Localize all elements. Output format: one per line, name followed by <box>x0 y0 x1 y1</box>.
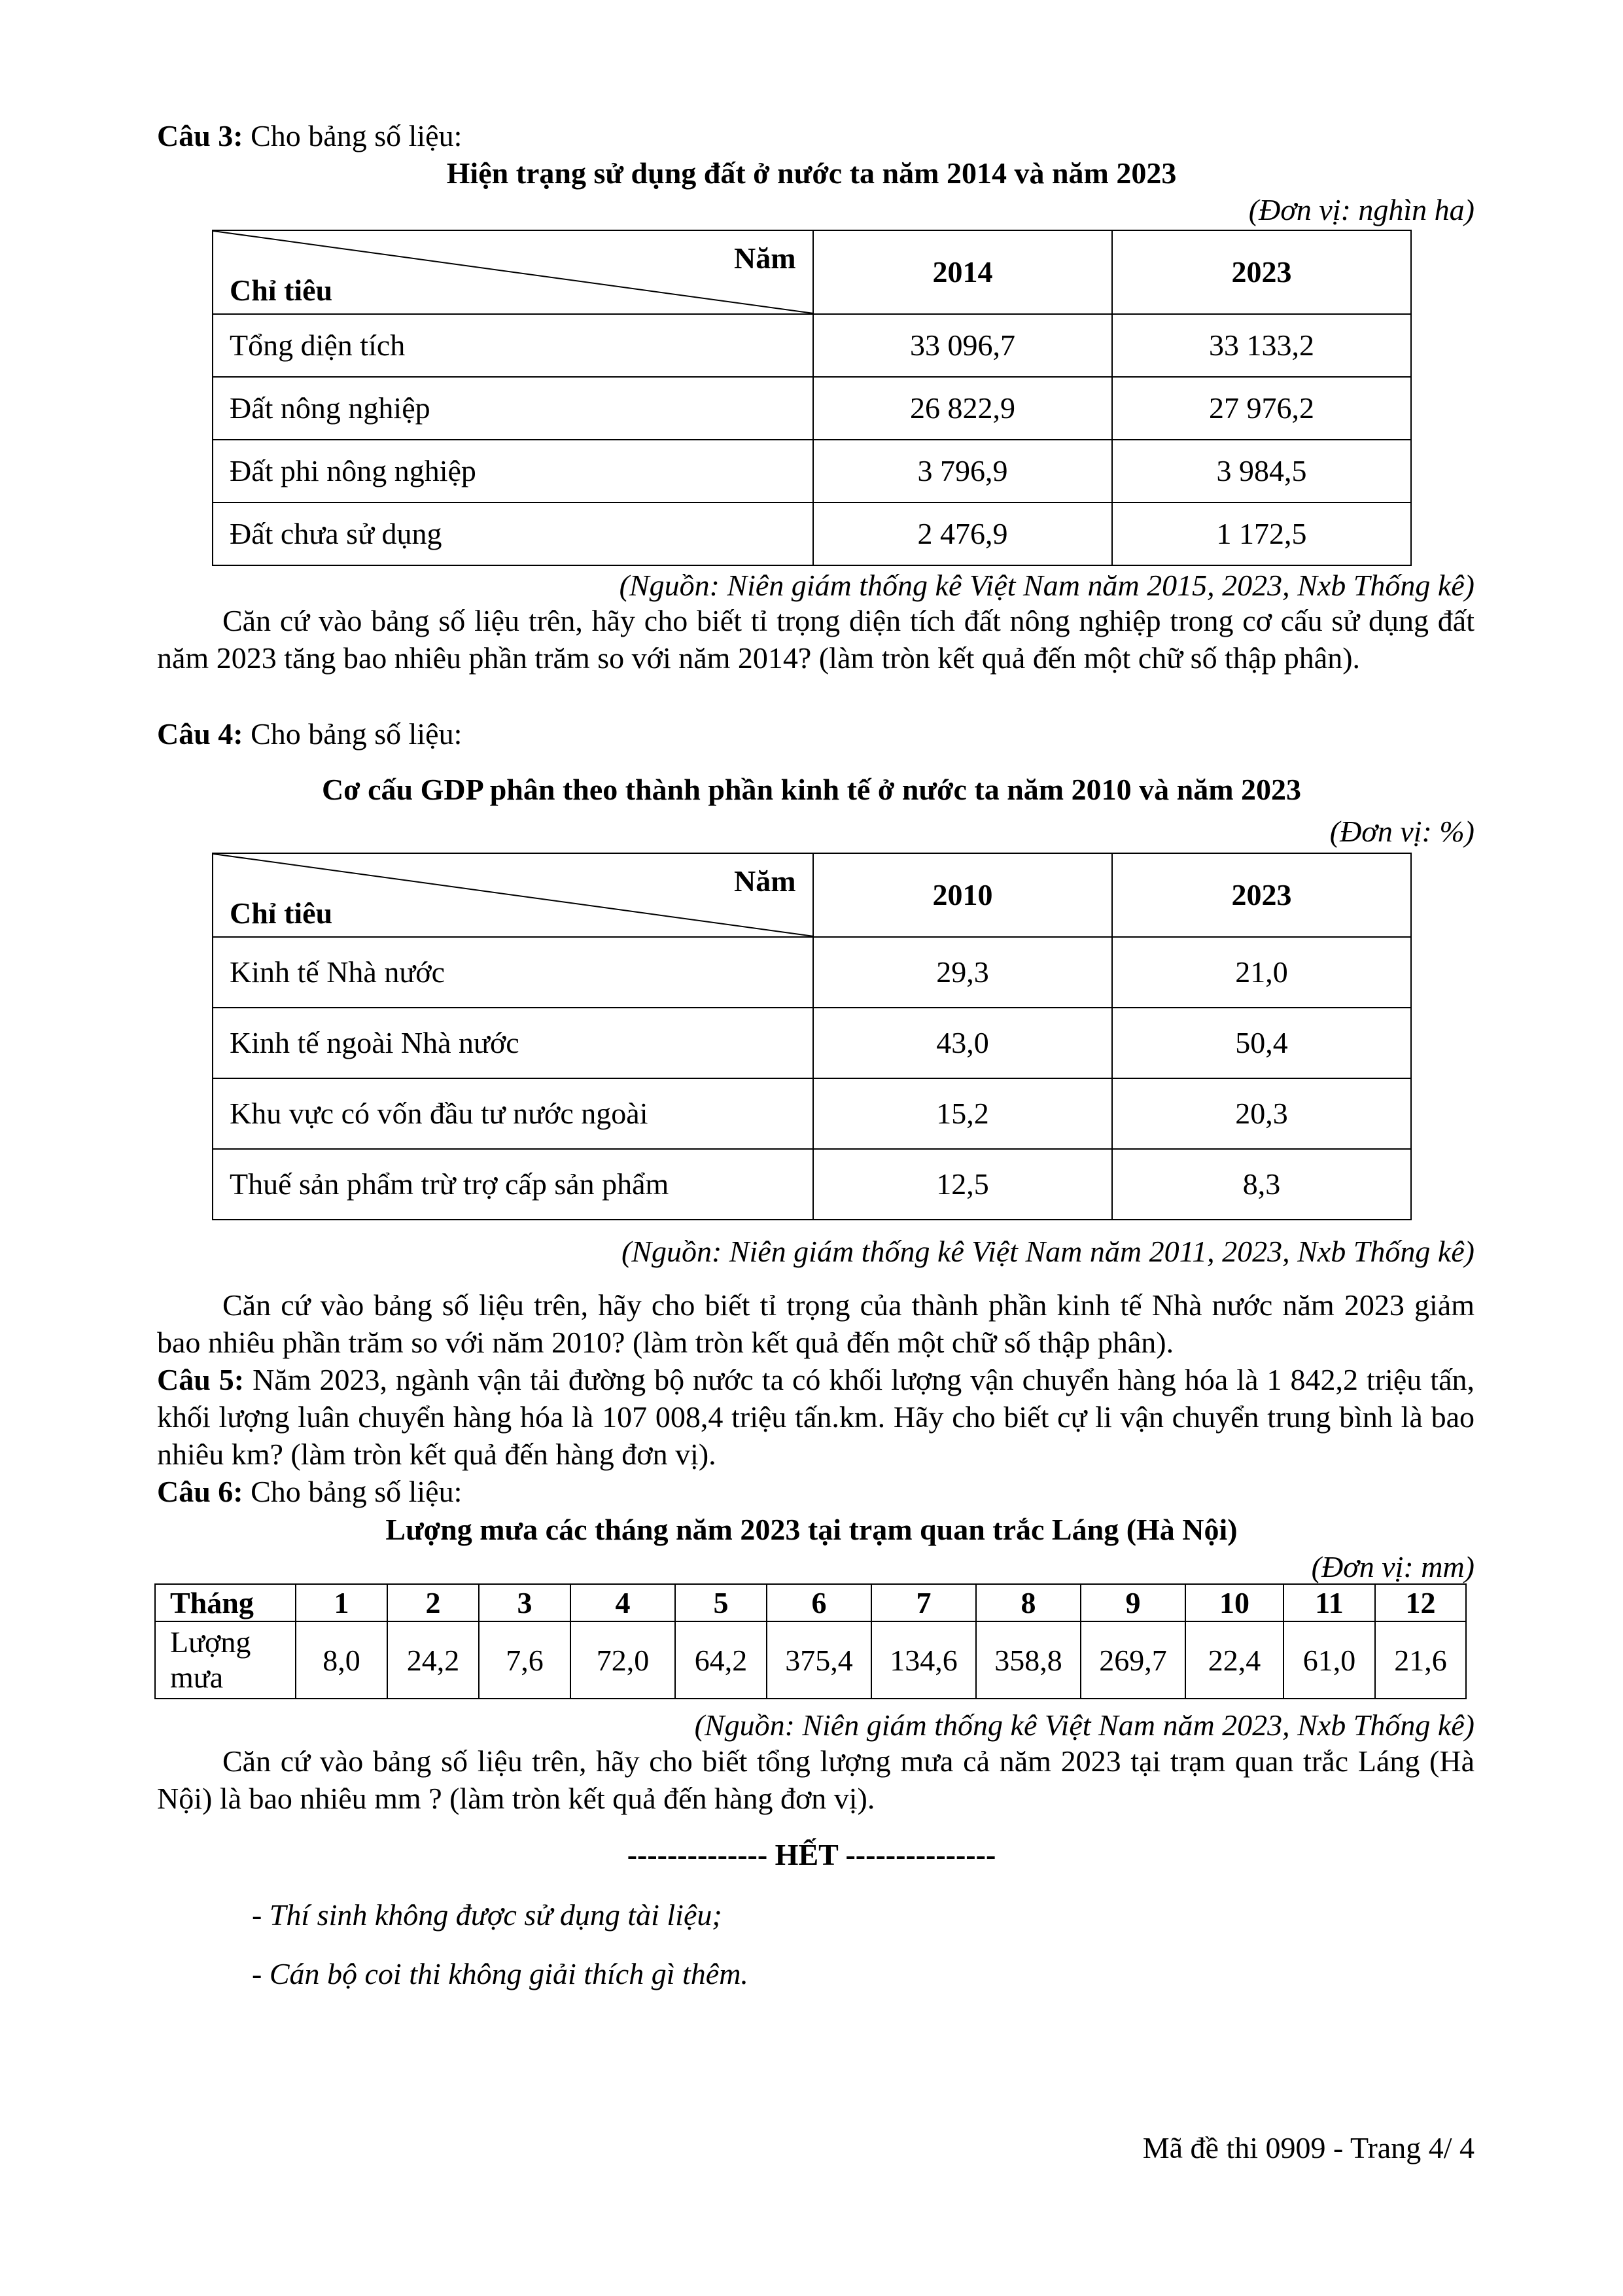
q4-row-label: Kinh tế Nhà nước <box>213 937 813 1008</box>
page-footer: Mã đề thi 0909 - Trang 4/ 4 <box>1142 2131 1475 2164</box>
q3-row-label: Đất phi nông nghiệp <box>213 440 813 503</box>
q3-row-value-1: 3 796,9 <box>813 440 1112 503</box>
q6-rain-table <box>154 1583 1467 1699</box>
q3-question <box>157 602 1475 677</box>
q6-question-text: Căn cứ vào bảng số liệu trên, hãy cho biết tổng lượng mưa cả năm 2023 tại trạm quan trắc Láng (Hà Nội) là bao nhiêu mm ? (làm tròn kết quả đến hàng đơn vị). <box>157 1744 1475 1815</box>
q6-unit: (Đơn vị: mm) <box>1311 1550 1475 1583</box>
q6-month-cell: 4 <box>570 1584 675 1621</box>
q6-rain-cell: 24,2 <box>387 1621 479 1699</box>
table-row <box>213 503 1411 565</box>
q4-row-label: Kinh tế ngoài Nhà nước <box>213 1008 813 1078</box>
q3-row-value-2: 33 133,2 <box>1112 314 1411 377</box>
q5-label: Câu 5: <box>157 1363 245 1396</box>
q6-question <box>157 1742 1475 1817</box>
q6-source: (Nguồn: Niên giám thống kê Việt Nam năm 2023, Nxb Thống kê) <box>694 1708 1475 1742</box>
q4-row-value-2: 21,0 <box>1112 937 1411 1008</box>
q3-row-value-2: 3 984,5 <box>1112 440 1411 503</box>
q6-month-cell: 10 <box>1185 1584 1283 1621</box>
q6-month-cell: 1 <box>296 1584 387 1621</box>
q6-month-cell: 6 <box>767 1584 871 1621</box>
table-row <box>213 1008 1411 1078</box>
q3-question-text: Căn cứ vào bảng số liệu trên, hãy cho biết tỉ trọng diện tích đất nông nghiệp trong cơ cấu sử dụng đất năm 2023 tăng bao nhiêu phần trăm so với năm 2014? (làm tròn kết quả đến một chữ số thập phân). <box>157 604 1475 675</box>
q4-row-value-1: 29,3 <box>813 937 1112 1008</box>
q4-row-label: Khu vực có vốn đầu tư nước ngoài <box>213 1078 813 1149</box>
q3-table-title: Hiện trạng sử dụng đất ở nước ta năm 2014 và năm 2023 <box>446 156 1177 190</box>
q3-source: (Nguồn: Niên giám thống kê Việt Nam năm 2015, 2023, Nxb Thống kê) <box>619 569 1475 602</box>
q6-month-cell: 12 <box>1375 1584 1466 1621</box>
q3-row-value-1: 2 476,9 <box>813 503 1112 565</box>
q3-header-year-label: Năm <box>734 241 796 275</box>
q6-rain-cell: 61,0 <box>1283 1621 1375 1699</box>
q4-table-title: Cơ cấu GDP phân theo thành phần kinh tế ở nước ta năm 2010 và năm 2023 <box>321 773 1302 806</box>
q6-rain-label-line-2: mưa <box>170 1661 224 1695</box>
q4-table <box>212 853 1412 1220</box>
q6-month-cell: 5 <box>675 1584 767 1621</box>
q4-intro: Cho bảng số liệu: <box>243 717 462 751</box>
q4-question <box>157 1286 1475 1361</box>
q6-rain-cell: 134,6 <box>871 1621 976 1699</box>
q3-row-label: Đất nông nghiệp <box>213 377 813 440</box>
q4-row-value-2: 8,3 <box>1112 1149 1411 1220</box>
q6-month-cell: 2 <box>387 1584 479 1621</box>
q6-rain-row <box>155 1621 1466 1699</box>
q3-header-row <box>213 230 1411 314</box>
q4-question-text: Căn cứ vào bảng số liệu trên, hãy cho biết tỉ trọng của thành phần kinh tế Nhà nước năm 2023 giảm bao nhiêu phần trăm so với năm 2010? (làm tròn kết quả đến một chữ số thập phân). <box>157 1288 1475 1359</box>
q6-rain-cell: 64,2 <box>675 1621 767 1699</box>
q6-month-row <box>155 1584 1466 1621</box>
q4-diagonal-header-cell <box>213 853 813 937</box>
q6-month-cell: 7 <box>871 1584 976 1621</box>
end-marker: -------------- HẾT --------------- <box>627 1838 996 1871</box>
q3-label: Câu 3: <box>157 119 243 152</box>
q3-unit: (Đơn vị: nghìn ha) <box>1248 193 1475 226</box>
q4-header-year-2: 2023 <box>1112 853 1411 937</box>
q3-row-value-2: 27 976,2 <box>1112 377 1411 440</box>
q3-intro: Cho bảng số liệu: <box>243 119 462 152</box>
q5-text: Năm 2023, ngành vận tải đường bộ nước ta có khối lượng vận chuyển hàng hóa là 1 842,2 triệu tấn, khối lượng luân chuyển hàng hóa là 107 008,4 triệu tấn.km. Hãy cho biết cự li vận chuyển trung bình là bao nhiêu km? (làm tròn kết quả đến hàng đơn vị). <box>157 1363 1475 1471</box>
q3-row-value-1: 33 096,7 <box>813 314 1112 377</box>
table-row <box>213 937 1411 1008</box>
q4-unit: (Đơn vị: %) <box>1329 815 1475 848</box>
q3-heading <box>157 118 462 154</box>
q6-month-cell: 11 <box>1283 1584 1375 1621</box>
q3-header-year-2: 2023 <box>1112 230 1411 314</box>
q6-rain-cell: 8,0 <box>296 1621 387 1699</box>
q3-header-indicator-label: Chỉ tiêu <box>230 273 333 307</box>
q4-row-value-2: 50,4 <box>1112 1008 1411 1078</box>
note-line-1: - Thí sinh không được sử dụng tài liệu; <box>252 1898 722 1932</box>
q3-row-value-1: 26 822,9 <box>813 377 1112 440</box>
q3-row-value-2: 1 172,5 <box>1112 503 1411 565</box>
q6-rain-cell: 7,6 <box>479 1621 570 1699</box>
q4-header-indicator-label: Chỉ tiêu <box>230 896 333 930</box>
table-row <box>213 1149 1411 1220</box>
q6-heading <box>157 1474 462 1510</box>
table-row <box>213 314 1411 377</box>
q6-rain-cell: 375,4 <box>767 1621 871 1699</box>
q4-row-value-1: 12,5 <box>813 1149 1112 1220</box>
q4-heading <box>157 716 462 752</box>
table-row <box>213 440 1411 503</box>
q4-label: Câu 4: <box>157 717 243 751</box>
q3-row-label: Tổng diện tích <box>213 314 813 377</box>
q6-intro: Cho bảng số liệu: <box>243 1475 462 1508</box>
q6-month-cell: 3 <box>479 1584 570 1621</box>
q6-rain-row-label <box>155 1621 296 1699</box>
q6-rain-cell: 72,0 <box>570 1621 675 1699</box>
q4-header-year-label: Năm <box>734 864 796 898</box>
q3-diagonal-header-cell <box>213 230 813 314</box>
q4-header-row <box>213 853 1411 937</box>
q6-rain-cell: 22,4 <box>1185 1621 1283 1699</box>
table-row <box>213 377 1411 440</box>
q6-rain-cell: 21,6 <box>1375 1621 1466 1699</box>
q6-month-row-label: Tháng <box>155 1584 296 1621</box>
q5-block <box>157 1361 1475 1473</box>
q3-header-year-1: 2014 <box>813 230 1112 314</box>
q4-source: (Nguồn: Niên giám thống kê Việt Nam năm 2011, 2023, Nxb Thống kê) <box>621 1235 1475 1268</box>
q3-row-label: Đất chưa sử dụng <box>213 503 813 565</box>
q6-month-cell: 9 <box>1081 1584 1185 1621</box>
q4-row-value-2: 20,3 <box>1112 1078 1411 1149</box>
q3-table <box>212 230 1412 566</box>
table-row <box>213 1078 1411 1149</box>
q6-label: Câu 6: <box>157 1475 243 1508</box>
q6-rain-cell: 358,8 <box>976 1621 1081 1699</box>
q4-row-value-1: 15,2 <box>813 1078 1112 1149</box>
note-line-2: - Cán bộ coi thi không giải thích gì thêm. <box>252 1957 748 1990</box>
q4-row-value-1: 43,0 <box>813 1008 1112 1078</box>
q4-header-year-1: 2010 <box>813 853 1112 937</box>
q4-row-label: Thuế sản phẩm trừ trợ cấp sản phẩm <box>213 1149 813 1220</box>
q6-month-cell: 8 <box>976 1584 1081 1621</box>
q6-table-title: Lượng mưa các tháng năm 2023 tại trạm quan trắc Láng (Hà Nội) <box>385 1513 1238 1546</box>
q6-rain-cell: 269,7 <box>1081 1621 1185 1699</box>
q6-rain-label-line-1: Lượng <box>170 1625 251 1659</box>
